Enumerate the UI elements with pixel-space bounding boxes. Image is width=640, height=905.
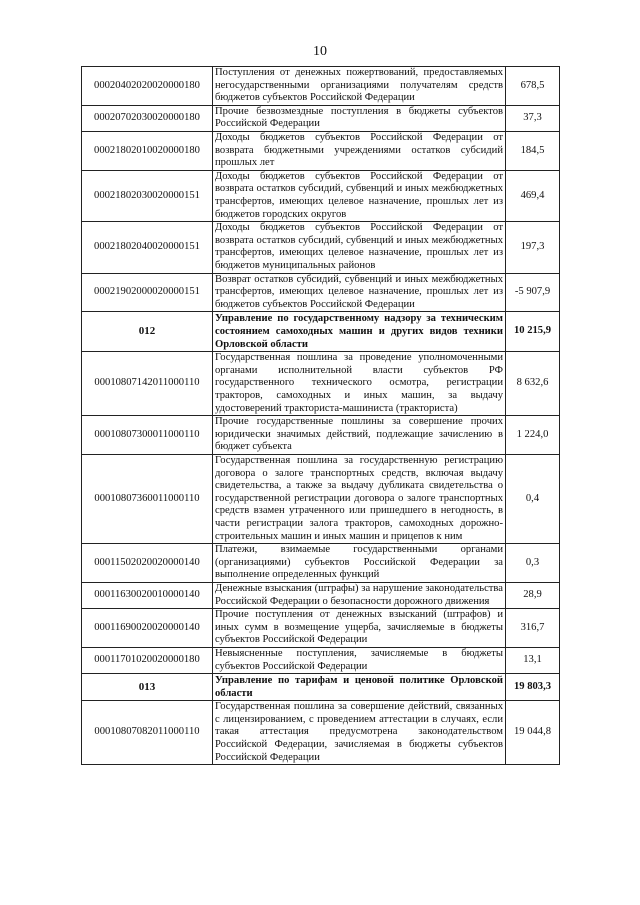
table-row bbox=[82, 352, 560, 416]
row-description: Поступления от денежных пожертвований, предоставляемых негосударственными организациями получателям средств бюджетов субъектов Российской Федерации bbox=[213, 67, 506, 106]
row-code: 00010807360011000110 bbox=[82, 455, 213, 544]
row-code: 00011701020020000180 bbox=[82, 647, 213, 673]
section-total: 19 803,3 bbox=[506, 674, 560, 701]
row-amount: 197,3 bbox=[506, 222, 560, 273]
section-total: 10 215,9 bbox=[506, 312, 560, 352]
table-row bbox=[82, 170, 560, 221]
row-amount: 37,3 bbox=[506, 105, 560, 131]
row-code: 00021802030020000151 bbox=[82, 170, 213, 221]
row-code: 00010807082011000110 bbox=[82, 701, 213, 765]
row-amount: 8 632,6 bbox=[506, 352, 560, 416]
table-row-section-header bbox=[82, 312, 560, 352]
row-amount: 19 044,8 bbox=[506, 701, 560, 765]
row-description: Государственная пошлина за государственную регистрацию договора о залоге транспортных средств, включая выдачу свидетельства, а также за выдачу дубликата свидетельства о государственной регистрации договора о залоге транспортных средств взамен утраченного или пришедшего в негодность, в части регистрации залога тракторов, самоходных дорожно-строительных машин и иных машин и прицепов к ним bbox=[213, 455, 506, 544]
row-amount: 678,5 bbox=[506, 67, 560, 106]
row-description: Доходы бюджетов субъектов Российской Федерации от возврата бюджетными учреждениями остатков субсидий прошлых лет bbox=[213, 131, 506, 170]
table-row bbox=[82, 273, 560, 312]
row-amount: 0,4 bbox=[506, 455, 560, 544]
row-description: Государственная пошлина за проведение уполномоченными органами исполнительной власти субъектов РФ государственного технического осмотра, регистрации тракторов, самоходных и иных машин, за выдачу удостоверений тракториста-машиниста (тракториста) bbox=[213, 352, 506, 416]
section-code: 013 bbox=[82, 674, 213, 701]
row-code: 00011690020020000140 bbox=[82, 609, 213, 648]
row-description: Платежи, взимаемые государственными органами (организациями) субъектов Российской Федерации за выполнение определенных функций bbox=[213, 544, 506, 583]
row-code: 00021802040020000151 bbox=[82, 222, 213, 273]
section-title: Управление по государственному надзору за техническим состоянием самоходных машин и других видов техники Орловской области bbox=[213, 312, 506, 352]
row-amount: 1 224,0 bbox=[506, 416, 560, 455]
row-amount: 13,1 bbox=[506, 647, 560, 673]
table-row bbox=[82, 701, 560, 765]
table-row-section-header bbox=[82, 674, 560, 701]
row-amount: 469,4 bbox=[506, 170, 560, 221]
row-description: Прочие безвозмездные поступления в бюджеты субъектов Российской Федерации bbox=[213, 105, 506, 131]
row-amount: 28,9 bbox=[506, 582, 560, 608]
row-description: Доходы бюджетов субъектов Российской Федерации от возврата остатков субсидий, субвенций и иных межбюджетных трансфертов, имеющих целевое назначение, прошлых лет из бюджетов муниципальных районов bbox=[213, 222, 506, 273]
row-code: 00010807142011000110 bbox=[82, 352, 213, 416]
row-code: 00020402020020000180 bbox=[82, 67, 213, 106]
section-title: Управление по тарифам и ценовой политике Орловской области bbox=[213, 674, 506, 701]
table-row bbox=[82, 416, 560, 455]
table-row bbox=[82, 105, 560, 131]
row-amount: 316,7 bbox=[506, 609, 560, 648]
row-description: Невыясненные поступления, зачисляемые в бюджеты субъектов Российской Федерации bbox=[213, 647, 506, 673]
row-description: Доходы бюджетов субъектов Российской Федерации от возврата остатков субсидий, субвенций и иных межбюджетных трансфертов, имеющих целевое назначение, прошлых лет из бюджетов городских округов bbox=[213, 170, 506, 221]
row-code: 00020702030020000180 bbox=[82, 105, 213, 131]
table-row bbox=[82, 647, 560, 673]
row-description: Прочие поступления от денежных взысканий (штрафов) и иных сумм в возмещение ущерба, зачисляемые в бюджеты субъектов Российской Федерации bbox=[213, 609, 506, 648]
row-code: 00011502020020000140 bbox=[82, 544, 213, 583]
row-description: Прочие государственные пошлины за совершение прочих юридически значимых действий, подлежащие зачислению в бюджет субъекта bbox=[213, 416, 506, 455]
row-code: 00010807300011000110 bbox=[82, 416, 213, 455]
row-code: 00011630020010000140 bbox=[82, 582, 213, 608]
table-row bbox=[82, 67, 560, 106]
table-row bbox=[82, 131, 560, 170]
page-number: 10 bbox=[313, 44, 327, 59]
table-row bbox=[82, 582, 560, 608]
row-amount: 0,3 bbox=[506, 544, 560, 583]
table-row bbox=[82, 609, 560, 648]
revenue-table bbox=[81, 66, 560, 765]
row-description: Денежные взыскания (штрафы) за нарушение законодательства Российской Федерации о безопасности дорожного движения bbox=[213, 582, 506, 608]
row-code: 00021902000020000151 bbox=[82, 273, 213, 312]
table-row bbox=[82, 544, 560, 583]
row-code: 00021802010020000180 bbox=[82, 131, 213, 170]
row-amount: 184,5 bbox=[506, 131, 560, 170]
section-code: 012 bbox=[82, 312, 213, 352]
table-row bbox=[82, 222, 560, 273]
table-row bbox=[82, 455, 560, 544]
row-description: Возврат остатков субсидий, субвенций и иных межбюджетных трансфертов, имеющих целевое назначение, прошлых лет из бюджетов субъектов Российской Федерации bbox=[213, 273, 506, 312]
row-description: Государственная пошлина за совершение действий, связанных с лицензированием, с проведением аттестации в случаях, если такая аттестация предусмотрена законодательством Российской Федерации, зачисляемая в бюджеты субъектов Российской Федерации bbox=[213, 701, 506, 765]
row-amount: -5 907,9 bbox=[506, 273, 560, 312]
